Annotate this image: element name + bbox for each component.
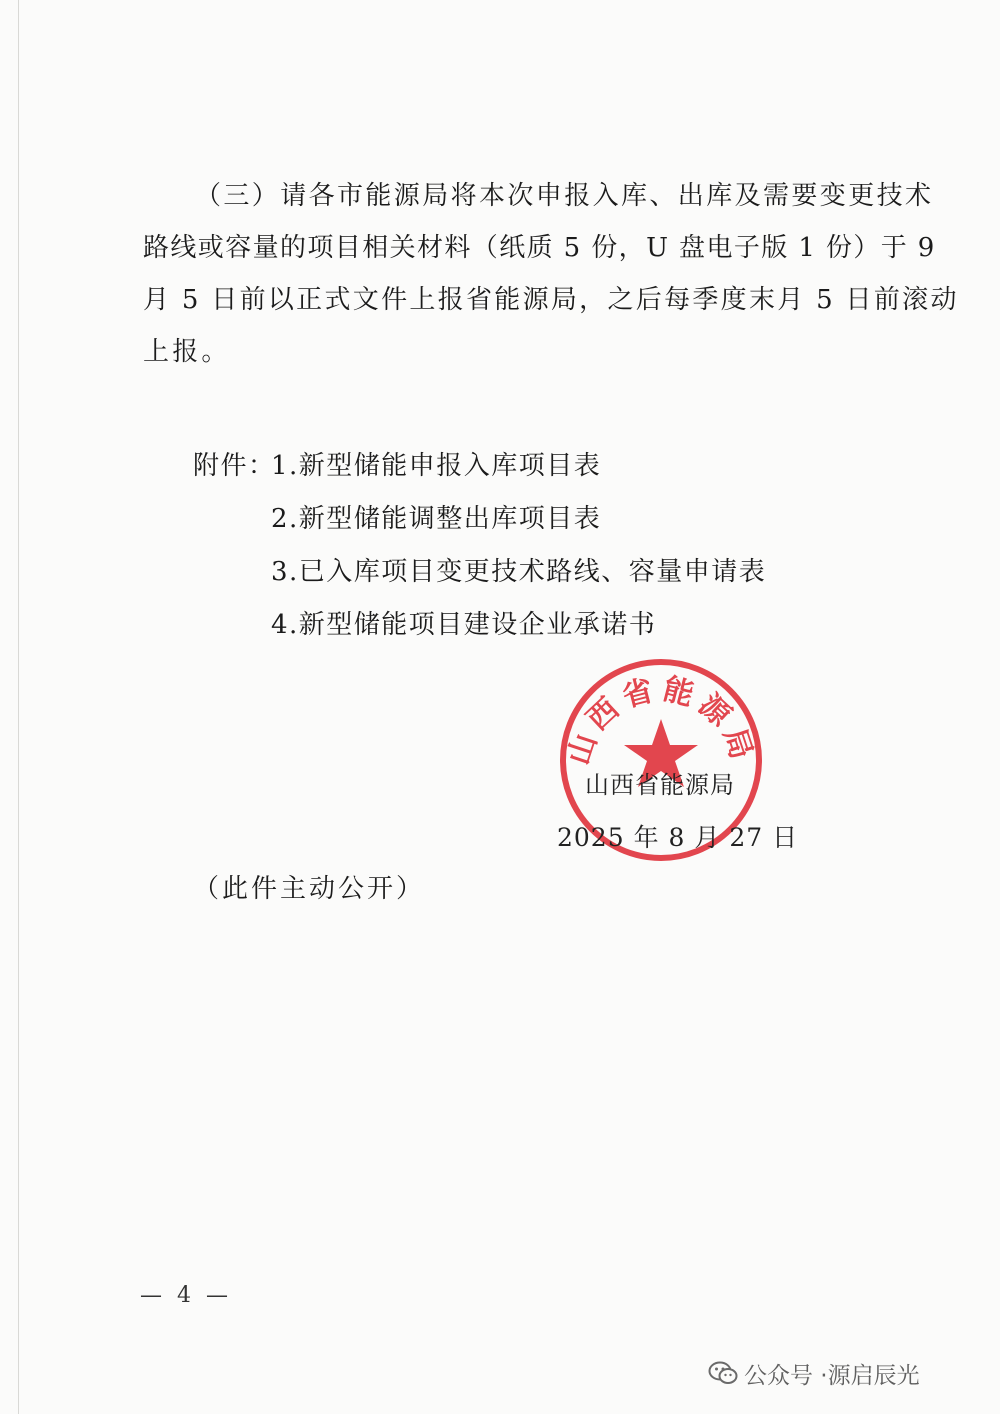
paragraph-line-3: 月 5 日前以正式文件上报省能源局，之后每季度末月 5 日前滚动 (143, 285, 959, 315)
watermark-prefix: 公众号 · (744, 1362, 828, 1389)
issuer-name: 山西省能源局 (585, 771, 735, 799)
attachments-label: 附件： (193, 451, 276, 481)
issue-date: 2025 年 8 月 27 日 (557, 823, 799, 852)
watermark-account: 源启辰光 (827, 1362, 920, 1389)
paragraph-line-2: 路线或容量的项目相关材料（纸质 5 份，U 盘电子版 1 份）于 9 (143, 233, 936, 263)
wechat-icon (708, 1360, 738, 1386)
attachment-item-3: 3.已入库项目变更技术路线、容量申请表 (271, 557, 767, 587)
attachment-item-4: 4.新型储能项目建设企业承诺书 (271, 610, 657, 640)
attachment-item-1: 1.新型储能申报入库项目表 (271, 451, 602, 481)
attachment-item-2: 2.新型储能调整出库项目表 (271, 504, 602, 534)
disclosure-note: （此件主动公开） (193, 874, 426, 904)
paragraph-line-1: （三）请各市能源局将本次申报入库、出库及需要变更技术 (195, 181, 934, 211)
body-paragraph (143, 170, 959, 378)
page-number: — 4 — (140, 1283, 232, 1308)
paragraph-line-4: 上报。 (143, 337, 231, 367)
seal-text: 山西省能源局 (561, 671, 761, 770)
wechat-watermark (708, 1356, 920, 1390)
page-edge-line (18, 0, 19, 1414)
